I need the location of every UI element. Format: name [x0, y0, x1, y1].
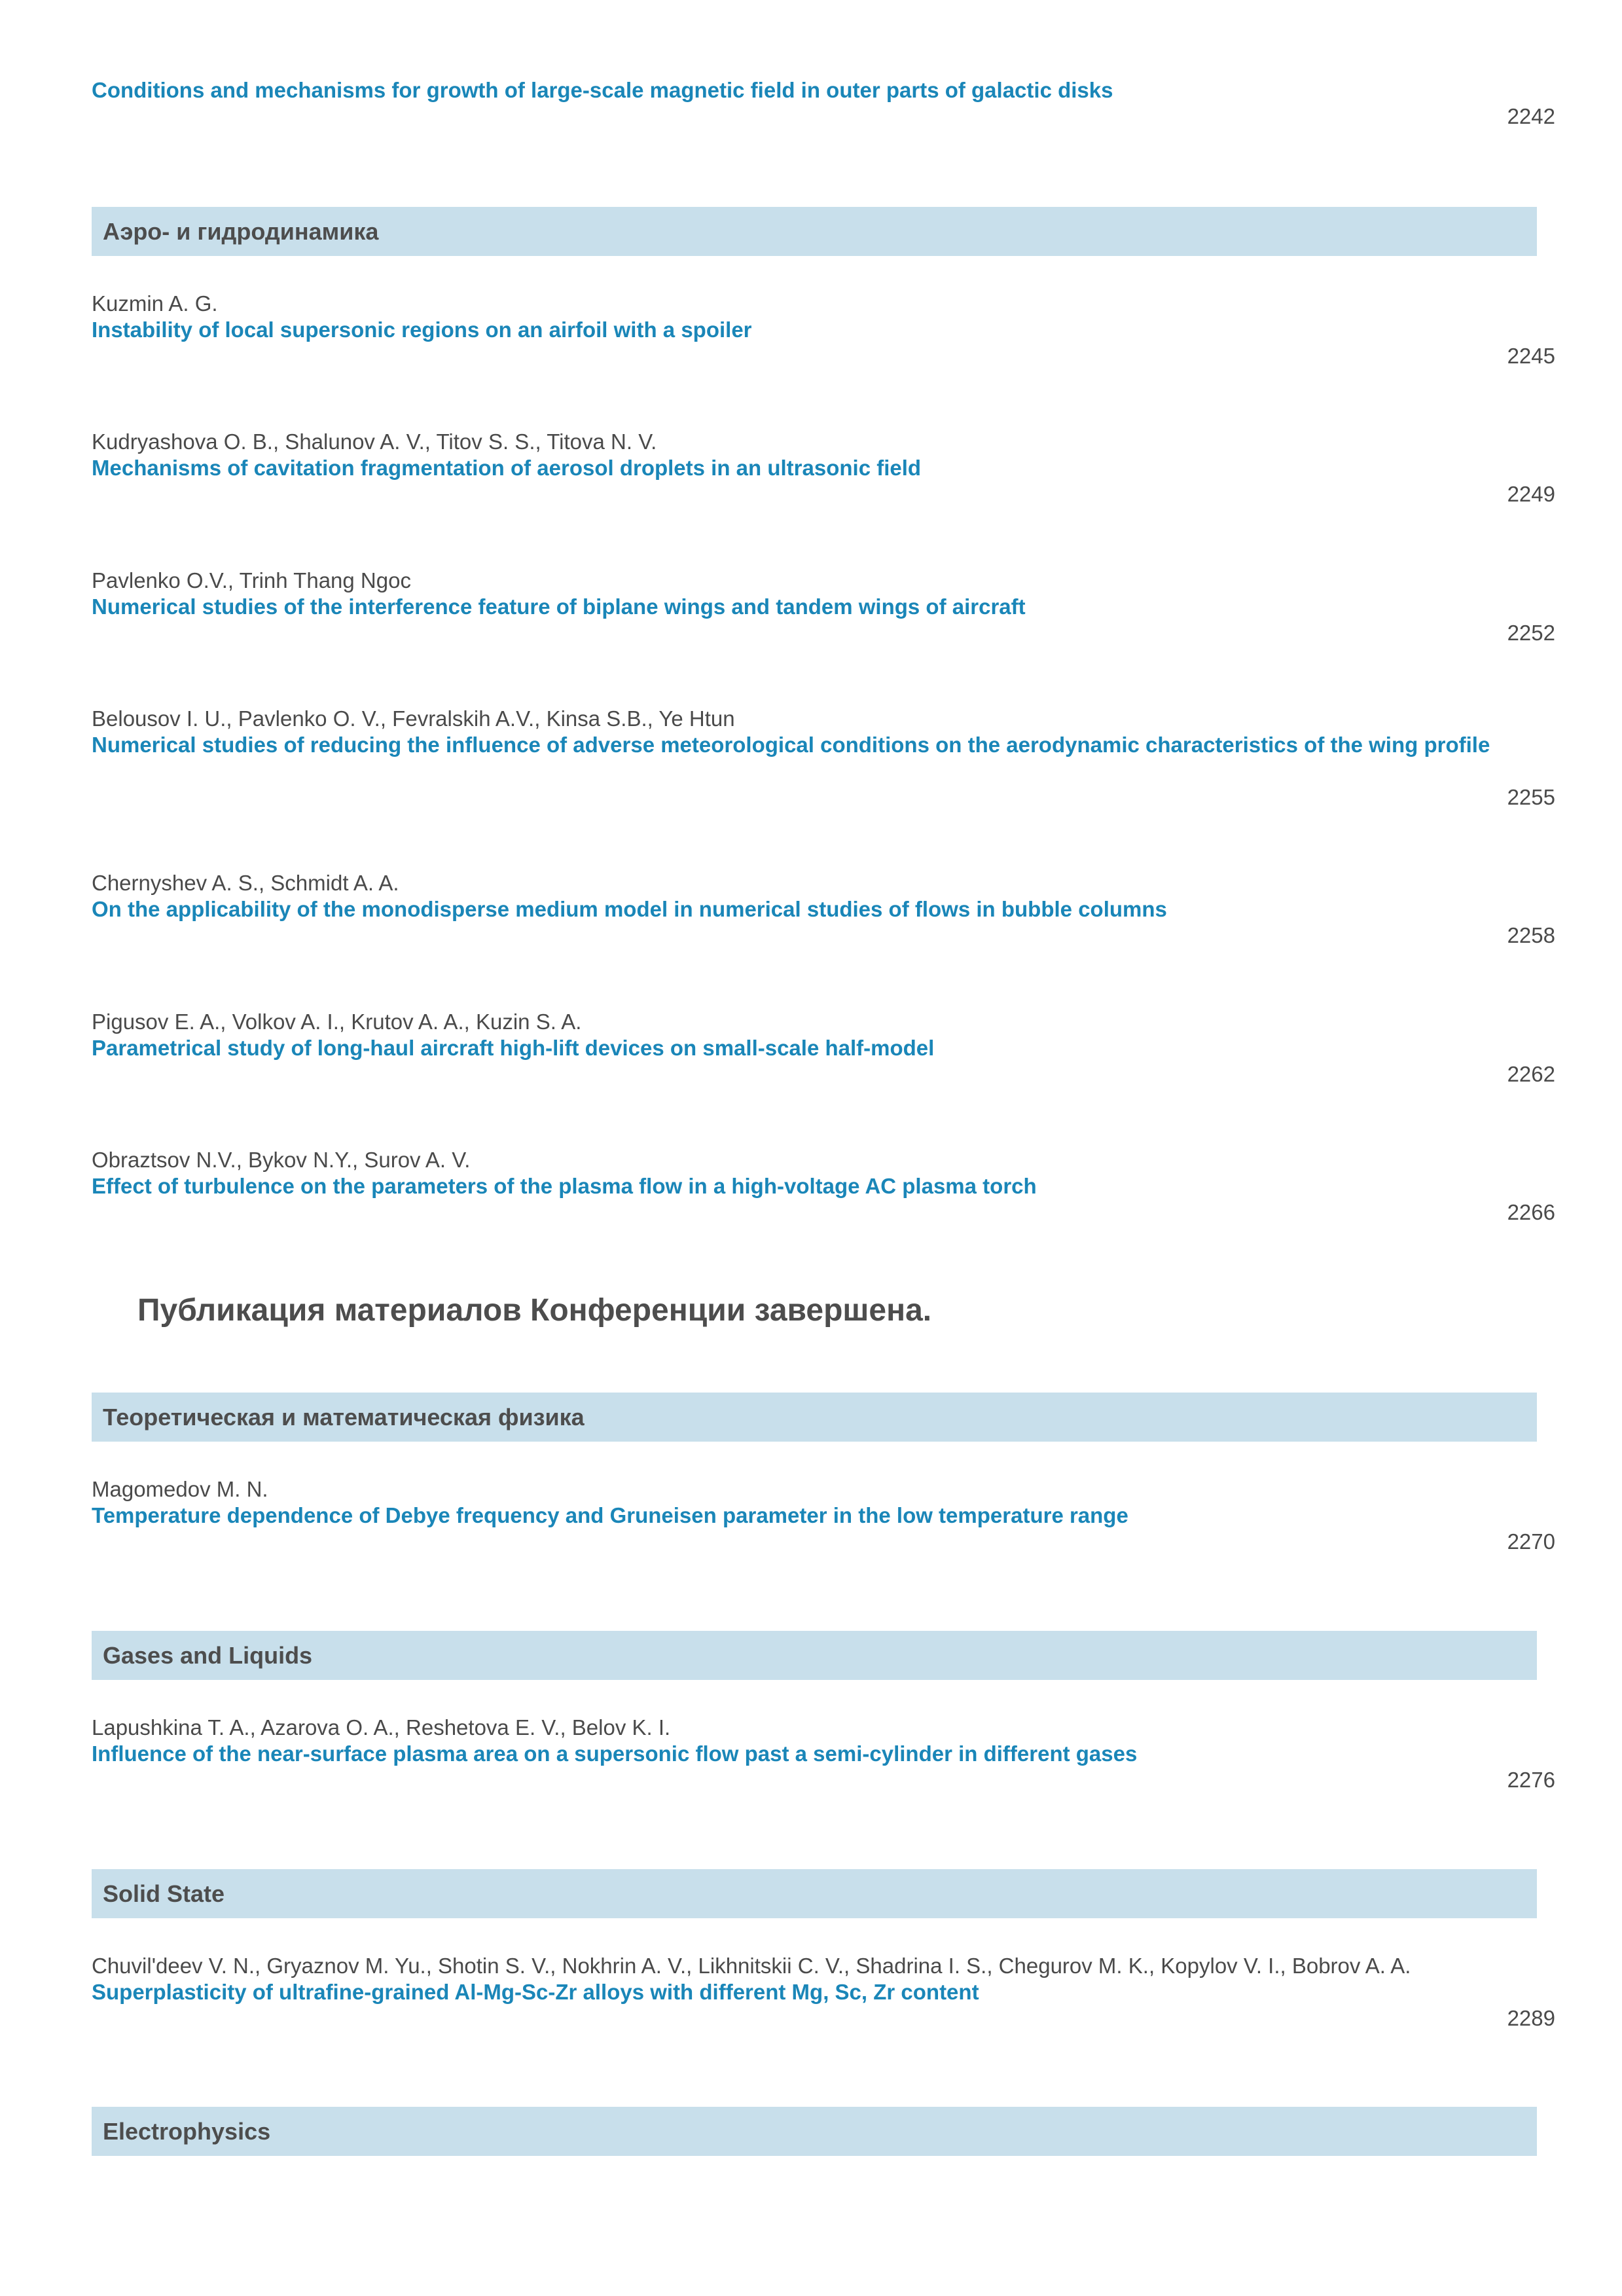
section-header-theoretical-physics	[92, 1393, 1537, 1442]
article-title-link[interactable]: Superplasticity of ultrafine-grained Al-Mg-Sc-Zr alloys with different Mg, Sc, Zr content	[92, 1980, 979, 2004]
article-title-link[interactable]: Temperature dependence of Debye frequency and Gruneisen parameter in the low temperature range	[92, 1503, 1128, 1527]
article-authors: Kudryashova O. B., Shalunov A. V., Titov S. S., Titova N. V.	[92, 429, 657, 454]
section-title: Аэро- и гидродинамика	[103, 218, 379, 245]
article-title-link[interactable]: Instability of local supersonic regions on an airfoil with a spoiler	[92, 318, 752, 342]
section-title: Gases and Liquids	[103, 1642, 313, 1669]
section-title: Electrophysics	[103, 2118, 271, 2145]
article-authors: Lapushkina T. A., Azarova O. A., Reshetova E. V., Belov K. I.	[92, 1715, 671, 1740]
article-title-link[interactable]: Effect of turbulence on the parameters of the plasma flow in a high-voltage AC plasma torch	[92, 1174, 1037, 1198]
page-number: 2249	[1507, 482, 1555, 506]
section-header-gases-liquids	[92, 1631, 1537, 1680]
page-number: 2258	[1507, 923, 1555, 947]
page-number: 2289	[1507, 2006, 1555, 2030]
page-number: 2276	[1507, 1768, 1555, 1792]
page-number: 2252	[1507, 621, 1555, 645]
article-title-link[interactable]: Numerical studies of reducing the influence of adverse meteorological conditions on the aerodynamic characteristics of the wing profile	[92, 733, 1490, 757]
article-authors: Obraztsov N.V., Bykov N.Y., Surov A. V.	[92, 1148, 471, 1172]
article-authors: Chuvil'deev V. N., Gryaznov M. Yu., Shotin S. V., Nokhrin A. V., Likhnitskii C. V., Shadrina I. S., Chegurov M. K., Kopylov V. I., Bobrov A. A.	[92, 1954, 1411, 1978]
article-authors: Magomedov M. N.	[92, 1477, 268, 1501]
article-title-link[interactable]: Influence of the near-surface plasma area on a supersonic flow past a semi-cylinder in different gases	[92, 1741, 1138, 1766]
section-title: Solid State	[103, 1880, 225, 1907]
publication-complete-notice: Публикация материалов Конференции завершена.	[137, 1293, 932, 1328]
page-number: 2242	[1507, 104, 1555, 128]
article-authors: Kuzmin A. G.	[92, 291, 218, 316]
section-header-solid-state	[92, 1869, 1537, 1918]
article-title-link[interactable]: Numerical studies of the interference feature of biplane wings and tandem wings of aircraft	[92, 594, 1026, 619]
article-title-link[interactable]: Conditions and mechanisms for growth of large-scale magnetic field in outer parts of galactic disks	[92, 78, 1113, 102]
article-authors: Pigusov E. A., Volkov A. I., Krutov A. A., Kuzin S. A.	[92, 1010, 582, 1034]
article-authors: Chernyshev A. S., Schmidt A. A.	[92, 871, 399, 895]
article-title-link[interactable]: Parametrical study of long-haul aircraft high-lift devices on small-scale half-model	[92, 1036, 935, 1060]
article-title-link[interactable]: On the applicability of the monodisperse medium model in numerical studies of flows in bubble columns	[92, 897, 1167, 921]
page-number: 2245	[1507, 344, 1555, 368]
article-authors: Pavlenko O.V., Trinh Thang Ngoc	[92, 568, 411, 592]
section-header-electrophysics	[92, 2107, 1537, 2156]
article-authors: Belousov I. U., Pavlenko O. V., Fevralskih A.V., Kinsa S.B., Ye Htun	[92, 706, 735, 731]
section-title: Теоретическая и математическая физика	[103, 1404, 585, 1430]
section-header-aero	[92, 207, 1537, 256]
page-number: 2266	[1507, 1200, 1555, 1224]
article-title-link[interactable]: Mechanisms of cavitation fragmentation of aerosol droplets in an ultrasonic field	[92, 456, 922, 480]
page-number: 2270	[1507, 1529, 1555, 1554]
page-number: 2262	[1507, 1062, 1555, 1086]
page-number: 2255	[1507, 785, 1555, 809]
